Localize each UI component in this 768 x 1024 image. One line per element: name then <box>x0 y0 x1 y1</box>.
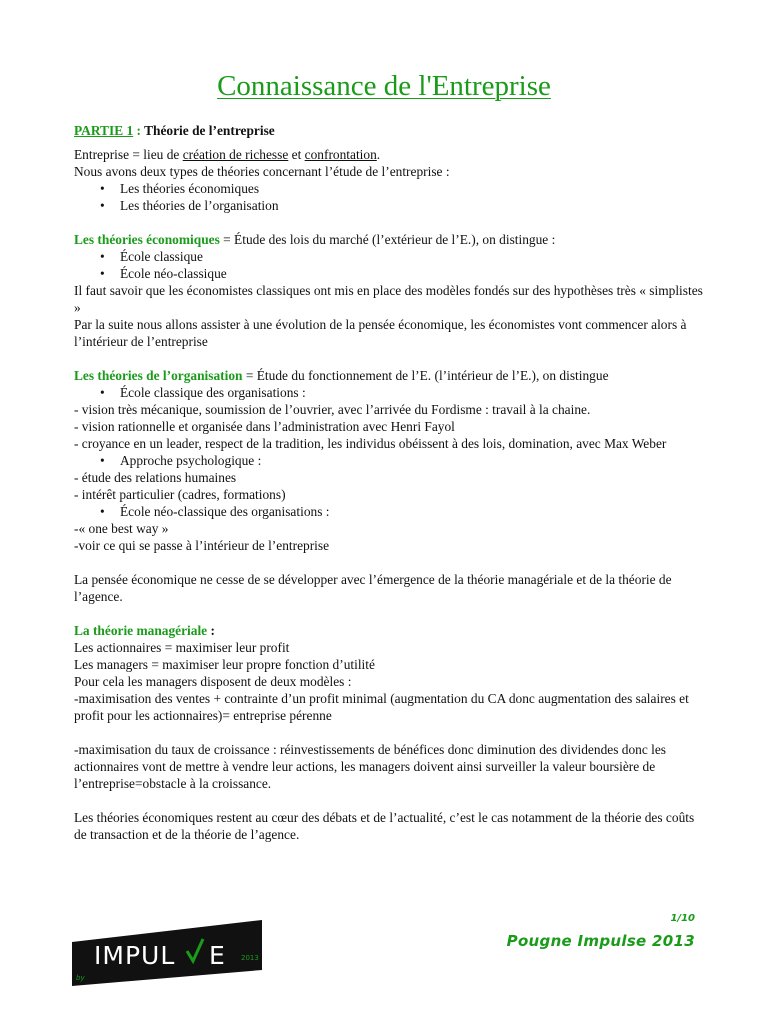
part-title: Théorie de l’entreprise <box>144 123 275 138</box>
document-body <box>74 122 704 843</box>
list-item: • Les théories de l’organisation <box>74 197 704 214</box>
manag-line: Les actionnaires = maximiser leur profit <box>74 640 290 655</box>
org-definition <box>74 367 704 384</box>
logo-by: by <box>76 974 85 982</box>
eco-heading: Les théories économiques <box>74 232 220 247</box>
manag-line: Les managers = maximiser leur propre fonction d’utilité <box>74 657 375 672</box>
org-bullet-1 <box>74 384 704 401</box>
part-label: PARTIE 1 <box>74 123 134 138</box>
eco-paragraph-2: Par la suite nous allons assister à une évolution de la pensée économique, les économistes vont commencer alors à l’intérieur de l’entreprise <box>74 317 687 349</box>
org-heading: Les théories de l’organisation <box>74 368 243 383</box>
eco-bullet-list <box>74 248 704 282</box>
intro-underline-confrontation: confrontation <box>304 147 377 162</box>
eco-paragraph-1: Il faut savoir que les économistes classiques ont mis en place des modèles fondés sur des hypothèses très « simplistes » <box>74 283 703 315</box>
manag-line: Pour cela les managers disposent de deux modèles : <box>74 674 352 689</box>
intro-text: Entreprise = lieu de <box>74 147 183 162</box>
org-bullet-3 <box>74 503 704 520</box>
manag-paragraph-2: -maximisation du taux de croissance : réinvestissements de bénéfices donc diminution des dividendes donc les actionnaires vont de mettre à vendre leur actions, les managers doivent ainsi surveiller la valeur boursière de l’entreprise=obstacle à la croissance. <box>74 742 667 791</box>
intro-line-2: Nous avons deux types de théories concernant l’étude de l’entreprise : <box>74 164 450 179</box>
org-line: - croyance en un leader, respect de la tradition, les individus obéissent à des lois, domination, avec Max Weber <box>74 436 667 451</box>
logo-word: IMPUL <box>94 941 176 970</box>
intro-text: . <box>376 147 381 162</box>
transition-paragraph: La pensée économique ne cesse de se développer avec l’émergence de la théorie managériale et de la théorie de l’agence. <box>74 572 672 604</box>
org-line: - vision très mécanique, soumission de l’ouvrier, avec l’arrivée du Fordisme : travail à la chaine. <box>74 402 591 417</box>
eco-definition <box>74 231 704 248</box>
org-line: -« one best way » <box>74 521 169 536</box>
eco-definition-text: = Étude des lois du marché (l’extérieur de l’E.), on distingue : <box>219 232 556 247</box>
list-item: • Les théories économiques <box>74 180 704 197</box>
intro-text: et <box>288 147 305 162</box>
manag-heading-line <box>74 622 704 639</box>
impulse-logo <box>72 920 264 986</box>
logo-year: 2013 <box>241 954 259 962</box>
list-item: • École néo-classique <box>74 265 704 282</box>
intro-underline-richesse: création de richesse <box>182 147 289 162</box>
list-item: • École classique des organisations : <box>74 384 704 401</box>
list-item: • École néo-classique des organisations : <box>74 503 704 520</box>
intro-line <box>74 146 704 163</box>
part-heading <box>74 122 704 139</box>
list-item: • Approche psychologique : <box>74 452 704 469</box>
manag-heading-suffix: : <box>207 623 215 638</box>
list-item: • École classique <box>74 248 704 265</box>
page-number: 1/10 <box>670 913 695 924</box>
manag-line: -maximisation des ventes + contrainte d’un profit minimal (augmentation du CA donc augmentation des salaires et profit pour les actionnaires)= entreprise pérenne <box>74 691 689 723</box>
org-line: - étude des relations humaines <box>74 470 237 485</box>
conclusion-paragraph: Les théories économiques restent au cœur des débats et de l’actualité, c’est le cas notamment de la théorie des coûts de transaction et de la théorie de l’agence. <box>74 810 695 842</box>
manag-heading: La théorie managériale <box>74 623 208 638</box>
org-line: - intérêt particulier (cadres, formations) <box>74 487 286 502</box>
document-title: Connaissance de l'Entreprise <box>217 70 551 102</box>
intro-bullet-list <box>74 180 704 214</box>
org-line: - vision rationnelle et organisée dans l’administration avec Henri Fayol <box>74 419 455 434</box>
footer-brand: Pougne Impulse 2013 <box>506 932 695 950</box>
org-bullet-2 <box>74 452 704 469</box>
org-definition-text: = Étude du fonctionnement de l’E. (l’intérieur de l’E.), on distingue <box>242 368 609 383</box>
part-separator: : <box>133 123 145 138</box>
logo-word-end: E <box>209 941 225 970</box>
org-line: -voir ce qui se passe à l’intérieur de l’entreprise <box>74 538 330 553</box>
